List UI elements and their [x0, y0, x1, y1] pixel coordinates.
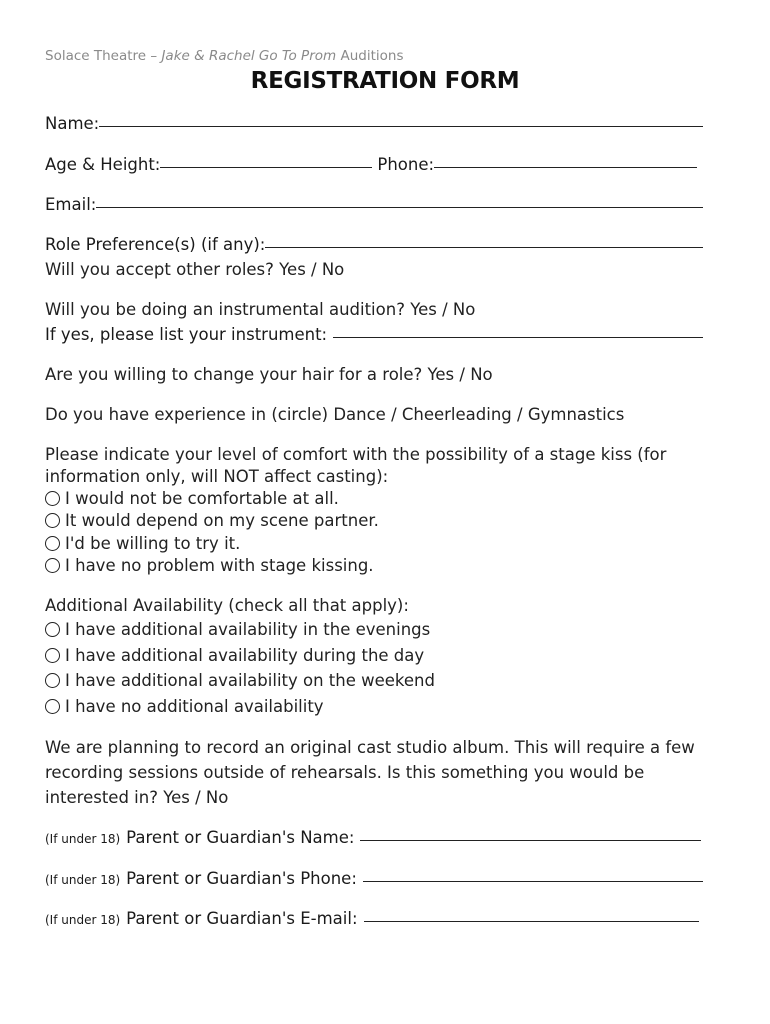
kiss-option[interactable]: I would not be comfortable at all.	[45, 489, 339, 508]
guardian-email-row	[45, 909, 699, 928]
theatre-name: Solace Theatre –	[45, 48, 158, 64]
guardian-name-label: Parent or Guardian's Name:	[126, 828, 355, 847]
age-height-label: Age & Height:	[45, 155, 161, 174]
album-line-1: We are planning to record an original cast studio album. This will require a few	[45, 738, 695, 757]
kiss-option[interactable]: I have no problem with stage kissing.	[45, 556, 374, 575]
guardian-name-field[interactable]	[360, 840, 701, 841]
kiss-option[interactable]: It would depend on my scene partner.	[45, 511, 379, 530]
role-pref-label: Role Preference(s) (if any):	[45, 235, 266, 254]
album-line-3: interested in? Yes / No	[45, 788, 229, 807]
availability-option[interactable]: I have additional availability on the weekend	[45, 671, 435, 690]
page-title: REGISTRATION FORM	[250, 68, 520, 94]
radio-circle-icon[interactable]	[45, 536, 60, 551]
guardian-phone-label: Parent or Guardian's Phone:	[126, 869, 357, 888]
name-row	[45, 114, 703, 133]
checkbox-circle-icon[interactable]	[45, 699, 60, 714]
instrument-label: If yes, please list your instrument:	[45, 325, 328, 344]
guardian-email-field[interactable]	[364, 921, 699, 922]
instrument-row	[45, 325, 703, 344]
form-header	[45, 48, 403, 64]
checkbox-circle-icon[interactable]	[45, 622, 60, 637]
age-phone-row	[45, 155, 697, 174]
guardian-phone-row	[45, 869, 703, 888]
experience-question: Do you have experience in (circle) Dance / Cheerleading / Gymnastics	[45, 405, 625, 424]
guardian-email-label: Parent or Guardian's E-mail:	[126, 909, 358, 928]
checkbox-circle-icon[interactable]	[45, 648, 60, 663]
availability-option[interactable]: I have additional availability in the evenings	[45, 620, 430, 639]
email-label: Email:	[45, 195, 97, 214]
radio-circle-icon[interactable]	[45, 558, 60, 573]
radio-circle-icon[interactable]	[45, 491, 60, 506]
name-label: Name:	[45, 114, 100, 133]
email-row	[45, 195, 703, 214]
availability-question: Additional Availability (check all that apply):	[45, 596, 409, 615]
checkbox-circle-icon[interactable]	[45, 673, 60, 688]
age-height-field[interactable]	[160, 167, 372, 168]
role-pref-field[interactable]	[265, 247, 703, 248]
name-field[interactable]	[99, 126, 703, 127]
kiss-option[interactable]: I'd be willing to try it.	[45, 534, 240, 553]
kiss-question-line-2: information only, will NOT affect casting):	[45, 467, 389, 486]
other-roles-question: Will you accept other roles? Yes / No	[45, 260, 345, 279]
under-18-note: (If under 18)	[45, 832, 121, 846]
availability-option[interactable]: I have no additional availability	[45, 697, 324, 716]
header-suffix: Auditions	[340, 48, 404, 64]
album-line-2: recording sessions outside of rehearsals. Is this something you would be	[45, 763, 645, 782]
guardian-name-row	[45, 828, 701, 847]
under-18-note: (If under 18)	[45, 913, 121, 927]
guardian-phone-field[interactable]	[363, 881, 703, 882]
under-18-note: (If under 18)	[45, 873, 121, 887]
radio-circle-icon[interactable]	[45, 513, 60, 528]
phone-label: Phone:	[377, 155, 435, 174]
instrument-field[interactable]	[333, 337, 703, 338]
show-title: Jake & Rachel Go To Prom	[161, 48, 337, 64]
availability-option[interactable]: I have additional availability during the day	[45, 646, 424, 665]
instrumental-question: Will you be doing an instrumental audition? Yes / No	[45, 300, 476, 319]
hair-question: Are you willing to change your hair for a role? Yes / No	[45, 365, 493, 384]
role-pref-row	[45, 235, 703, 254]
kiss-question-line-1: Please indicate your level of comfort with the possibility of a stage kiss (for	[45, 445, 667, 464]
email-field[interactable]	[96, 207, 703, 208]
phone-field[interactable]	[434, 167, 697, 168]
